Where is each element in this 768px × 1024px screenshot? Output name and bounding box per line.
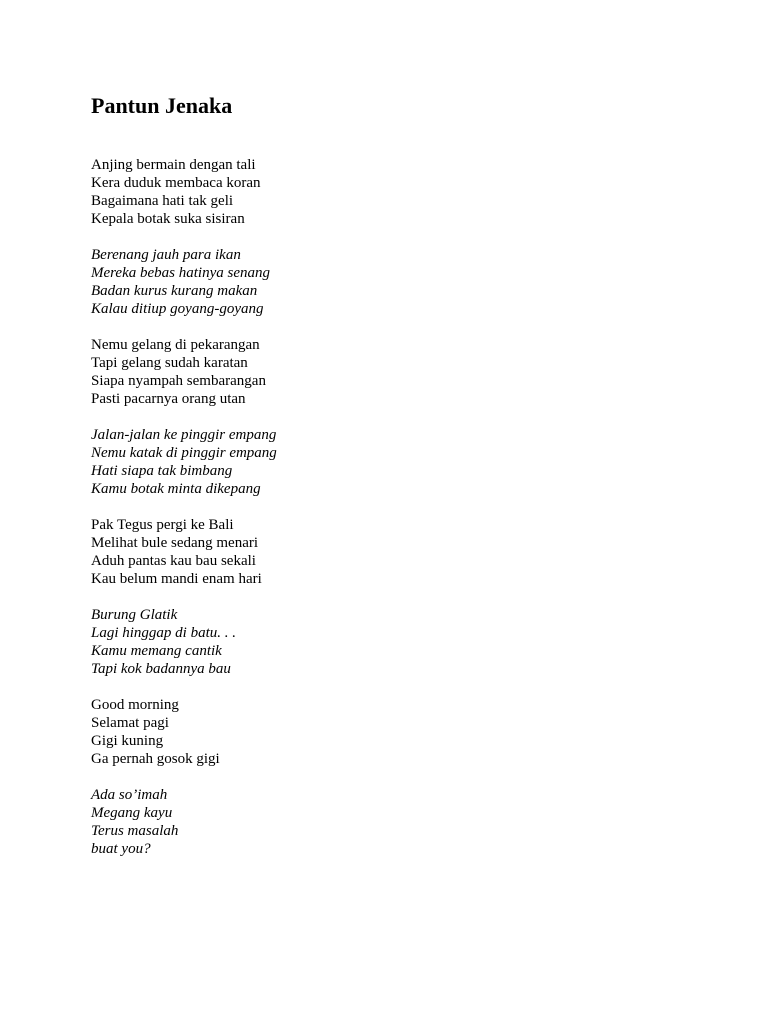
- stanza-4: [91, 426, 691, 498]
- poem-line: Mereka bebas hatinya senang: [91, 265, 270, 281]
- poem-line: Bagaimana hati tak geli: [91, 193, 234, 209]
- stanza-6: [91, 606, 691, 678]
- poem-line: Aduh pantas kau bau sekali: [91, 553, 256, 569]
- poem-line: Kau belum mandi enam hari: [91, 571, 262, 587]
- poem-line: Pak Tegus pergi ke Bali: [91, 517, 234, 533]
- poem-line: Anjing bermain dengan tali: [91, 157, 256, 173]
- poem-line: Kalau ditiup goyang-goyang: [91, 301, 264, 317]
- document-page: [91, 92, 691, 876]
- poem-line: Kamu botak minta dikepang: [91, 481, 261, 497]
- poem-line: Tapi gelang sudah karatan: [91, 355, 248, 371]
- poem-body: [91, 156, 691, 858]
- poem-line: Tapi kok badannya bau: [91, 661, 231, 677]
- poem-line: Megang kayu: [91, 805, 173, 821]
- poem-line: Good morning: [91, 697, 179, 713]
- poem-line: Terus masalah: [91, 823, 179, 839]
- poem-line: Badan kurus kurang makan: [91, 283, 258, 299]
- stanza-2: [91, 246, 691, 318]
- poem-line: buat you?: [91, 841, 151, 857]
- stanza-1: [91, 156, 691, 228]
- poem-line: Selamat pagi: [91, 715, 169, 731]
- poem-line: Lagi hinggap di batu. . .: [91, 625, 237, 641]
- poem-line: Melihat bule sedang menari: [91, 535, 259, 551]
- poem-line: Hati siapa tak bimbang: [91, 463, 233, 479]
- stanza-7: [91, 696, 691, 768]
- poem-line: Jalan-jalan ke pinggir empang: [91, 427, 277, 443]
- poem-line: Siapa nyampah sembarangan: [91, 373, 266, 389]
- poem-line: Pasti pacarnya orang utan: [91, 391, 246, 407]
- poem-line: Ada so’imah: [91, 787, 168, 803]
- stanza-3: [91, 336, 691, 408]
- poem-line: Kera duduk membaca koran: [91, 175, 261, 191]
- poem-line: Kepala botak suka sisiran: [91, 211, 245, 227]
- poem-line: Gigi kuning: [91, 733, 164, 749]
- poem-line: Kamu memang cantik: [91, 643, 222, 659]
- document-title: Pantun Jenaka: [91, 93, 233, 118]
- poem-line: Ga pernah gosok gigi: [91, 751, 220, 767]
- poem-line: Berenang jauh para ikan: [91, 247, 241, 263]
- stanza-8: [91, 786, 691, 858]
- poem-line: Nemu katak di pinggir empang: [91, 445, 277, 461]
- stanza-5: [91, 516, 691, 588]
- poem-line: Burung Glatik: [91, 607, 178, 623]
- poem-line: Nemu gelang di pekarangan: [91, 337, 260, 353]
